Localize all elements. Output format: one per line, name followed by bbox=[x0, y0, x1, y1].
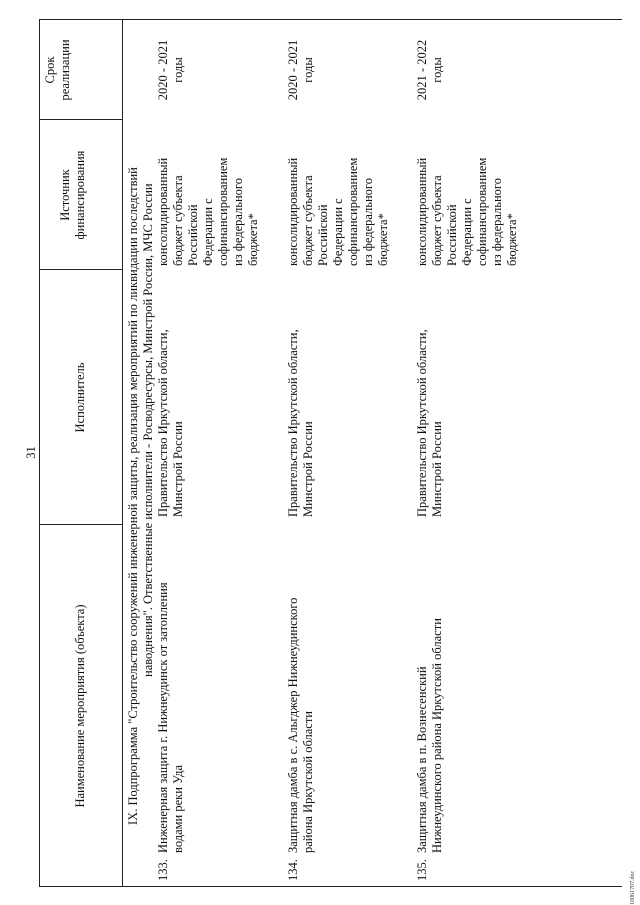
row-source-line: Федерации с bbox=[460, 198, 474, 266]
row-source-line: бюджет субъекта bbox=[171, 175, 185, 266]
table-right-border bbox=[39, 19, 622, 20]
row-source-line: бюджет субъекта bbox=[430, 175, 444, 266]
row-source-line: из федерального bbox=[361, 178, 375, 266]
row-name-line: Защитная дамба в п. Вознесенский bbox=[415, 666, 429, 853]
row-period bbox=[156, 20, 186, 120]
row-executor-line: Правительство Иркутской области, bbox=[156, 329, 170, 517]
row-source bbox=[156, 121, 261, 266]
row-name bbox=[286, 528, 316, 853]
row-name-line: Защитная дамба в с. Альгджер Нижнеудинского bbox=[286, 597, 300, 853]
table-top-border bbox=[39, 20, 40, 887]
row-name-line: водами реки Уда bbox=[171, 764, 185, 853]
row-number: 134. bbox=[286, 859, 300, 881]
row-source bbox=[286, 121, 391, 266]
row-executor bbox=[415, 272, 445, 517]
header-source: Источник финансирования bbox=[58, 150, 87, 240]
row-source-line: софинансированием bbox=[475, 157, 489, 266]
row-executor-line: Минстрой России bbox=[171, 421, 185, 517]
row-number: 135. bbox=[415, 859, 429, 881]
row-source-line: Российской bbox=[445, 204, 459, 266]
row-source-line: софинансированием bbox=[346, 157, 360, 266]
row-number: 133. bbox=[156, 859, 170, 881]
row-source-line: Федерации с bbox=[201, 198, 215, 266]
row-period-line: 2020 - 2021 bbox=[286, 39, 300, 101]
row-source-line: Федерации с bbox=[331, 198, 345, 266]
row-source-line: бюджета* bbox=[246, 213, 260, 266]
row-name bbox=[156, 528, 186, 853]
row-period-line: 2021 - 2022 bbox=[415, 39, 429, 101]
row-period-line: годы bbox=[430, 57, 444, 83]
row-executor-line: Минстрой России bbox=[430, 421, 444, 517]
document-code: 10061707.doc bbox=[630, 870, 636, 905]
row-period-line: годы bbox=[301, 57, 315, 83]
row-source-line: из федерального bbox=[490, 178, 504, 266]
row-source-line: из федерального bbox=[231, 178, 245, 266]
row-executor bbox=[156, 272, 186, 517]
row-executor bbox=[286, 272, 316, 517]
row-period-line: годы bbox=[171, 57, 185, 83]
row-period bbox=[415, 20, 445, 120]
row-source-line: Российской bbox=[316, 204, 330, 266]
row-executor-line: Правительство Иркутской области, bbox=[415, 329, 429, 517]
row-name-line: района Иркутской области bbox=[301, 711, 315, 853]
row-source-line: бюджета* bbox=[376, 213, 390, 266]
row-period bbox=[286, 20, 316, 120]
row-source-line: бюджет субъекта bbox=[301, 175, 315, 266]
row-source-line: консолидированный bbox=[286, 157, 300, 266]
row-source-line: софинансированием bbox=[216, 157, 230, 266]
row-period-line: 2020 - 2021 bbox=[156, 39, 170, 101]
row-source-line: Российской bbox=[186, 204, 200, 266]
section-heading: IX. Подпрограмма "Строительство сооружений инженерной защиты, реализация мероприятий по ликвидации последствий наводнения". Ответственные исполнители - Росводресурсы, Минстрой России, МЧС России bbox=[126, 167, 155, 825]
row-executor-line: Минстрой России bbox=[301, 421, 315, 517]
table-left-border bbox=[39, 886, 622, 887]
page-number: 31 bbox=[24, 446, 38, 459]
header-executor: Исполнитель bbox=[73, 362, 87, 433]
row-source-line: консолидированный bbox=[156, 157, 170, 266]
header-bottom-border bbox=[122, 20, 123, 887]
row-source bbox=[415, 121, 520, 266]
row-source-line: бюджета* bbox=[505, 213, 519, 266]
row-name bbox=[415, 528, 445, 853]
row-executor-line: Правительство Иркутской области, bbox=[286, 329, 300, 517]
row-source-line: консолидированный bbox=[415, 157, 429, 266]
header-period: Срок реализации bbox=[43, 39, 72, 101]
row-name-line: Инженерная защита г. Нижнеудинск от затопления bbox=[156, 582, 170, 853]
header-name: Наименование мероприятия (объекта) bbox=[73, 604, 87, 808]
row-name-line: Нижнеудинского района Иркутской области bbox=[430, 618, 444, 853]
